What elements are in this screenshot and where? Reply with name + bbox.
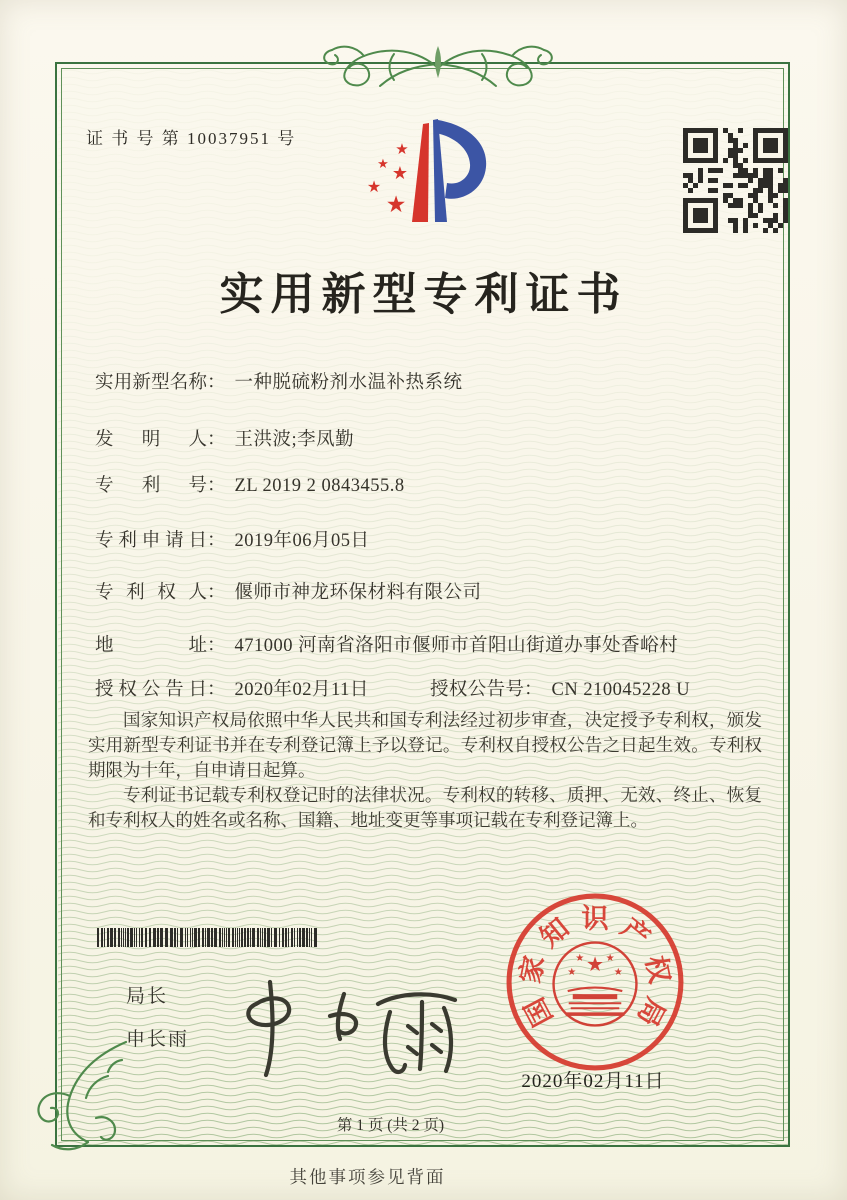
seal-character: 知 (534, 912, 575, 954)
field-row-name: 实用新型名称： 一种脱硫粉剂水温补热系统 (95, 368, 463, 394)
svg-text:★: ★ (613, 966, 623, 978)
field-value: 471000 河南省洛阳市偃师市首阳山街道办事处香峪村 (234, 636, 679, 656)
field-row-patentee: 专利权人： 偃师市神龙环保材料有限公司 (95, 578, 482, 604)
field-value: 偃师市神龙环保材料有限公司 (234, 583, 482, 603)
field-row-grant-date: 授权公告日： 2020年02月11日 授权公告号： CN 210045228 U (95, 675, 369, 701)
svg-text:★: ★ (575, 952, 585, 964)
legal-paragraph: 国家知识产权局依照中华人民共和国专利法经过初步审查，决定授予专利权，颁发实用新型专利证书并在专利登记簿上予以登记。专利权自授权公告之日起生效。专利权期限为十年，自申请日起算。 (88, 710, 762, 780)
commissioner-name: 申长雨 (126, 1029, 190, 1050)
certificate-number: 证 书 号 第 10037951 号 (86, 129, 297, 148)
seal-character: 家 (515, 953, 550, 986)
star-icon: ★ (391, 163, 409, 184)
legal-text (88, 708, 762, 833)
star-icon: ★ (385, 192, 407, 218)
commissioner-signature (226, 970, 466, 1082)
legal-paragraph: 专利证书记载专利权登记时的法律状况。专利权的转移、质押、无效、终止、恢复和专利权人的姓名或名称、国籍、地址变更等事项记载在专利登记簿上。 (88, 785, 762, 830)
field-value: CN 210045228 U (551, 680, 691, 700)
seal-character: 权 (640, 953, 675, 986)
field-grant-number: 授权公告号： CN 210045228 U (430, 675, 690, 701)
page-number: 第 1 页 (共 2 页) (336, 1117, 445, 1134)
svg-text:★: ★ (605, 952, 615, 964)
field-row-inventor: 发明人： 王洪波;李凤勤 (95, 425, 354, 451)
official-seal (503, 890, 687, 1074)
qr-code (683, 128, 788, 233)
svg-text:★: ★ (567, 966, 577, 978)
field-label: 地址 (95, 636, 207, 656)
field-row-filing-date: 专利申请日： 2019年06月05日 (95, 526, 370, 552)
field-value: 2020年02月11日 (234, 680, 369, 700)
field-label: 授权公告号 (430, 680, 524, 700)
star-icon: ★ (395, 140, 409, 158)
certificate-title: 实用新型专利证书 (219, 270, 628, 319)
field-value: 2019年06月05日 (234, 531, 370, 551)
cnipa-logo-icon (350, 110, 510, 236)
field-value: 王洪波;李凤勤 (234, 430, 355, 450)
seal-date: 2020年02月11日 (521, 1071, 665, 1092)
field-row-patent-no: 专利号： ZL 2019 2 0843455.8 (95, 471, 405, 497)
field-label: 授权公告日 (95, 680, 207, 700)
field-row-address: 地址： 471000 河南省洛阳市偃师市首阳山街道办事处香峪村 (95, 631, 678, 657)
field-value: ZL 2019 2 0843455.8 (234, 476, 405, 496)
star-icon: ★ (366, 177, 382, 196)
commissioner-title: 局长 (126, 986, 169, 1007)
seal-character: 识 (581, 903, 609, 934)
seal-character: 局 (631, 992, 671, 1032)
field-label: 专利申请日 (95, 531, 207, 551)
star-icon: ★ (377, 157, 389, 172)
field-label: 专利号 (95, 476, 207, 496)
back-side-note: 其他事项参见背面 (289, 1167, 446, 1187)
field-label: 专利权人 (95, 583, 207, 603)
seal-character: 产 (615, 912, 656, 954)
field-label: 实用新型名称 (95, 373, 207, 393)
field-value: 一种脱硫粉剂水温补热系统 (234, 373, 463, 393)
barcode (95, 928, 321, 947)
field-label: 发明人 (95, 430, 207, 450)
seal-character: 国 (519, 992, 559, 1032)
national-emblem-icon (554, 943, 637, 1026)
svg-text:★: ★ (585, 951, 605, 976)
